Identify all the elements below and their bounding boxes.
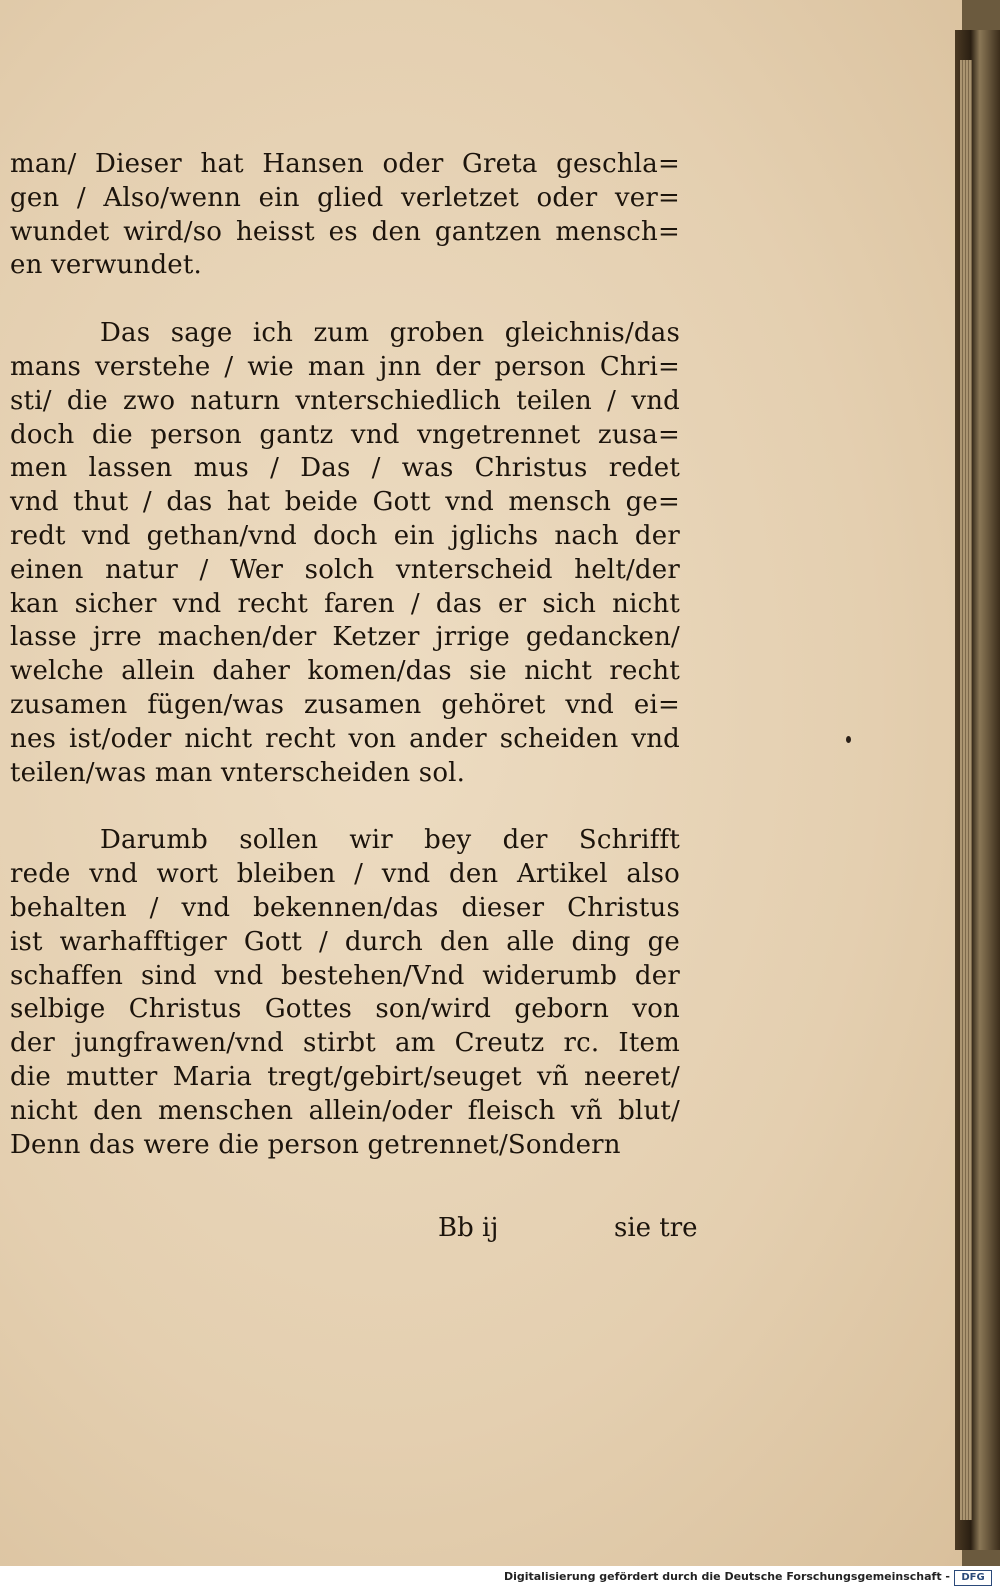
text-line: Denn das were die person getrennet/Sondern xyxy=(10,1129,621,1160)
text-line: zusamen fügen/was zusamen gehöret vnd ei= xyxy=(10,689,680,720)
paragraph-gap xyxy=(10,283,690,317)
text-line: wundet wird/so heisst es den gantzen mensch= xyxy=(10,216,680,247)
text-line: einen natur / Wer solch vnterscheid helt/der xyxy=(10,554,680,585)
text-line: lasse jrre machen/der Ketzer jrrige gedancken/ xyxy=(10,622,680,653)
text-line: men lassen mus / Das / was Christus redet xyxy=(10,453,680,484)
paragraph-gap xyxy=(10,790,690,824)
text-line: behalten / vnd bekennen/das dieser Christus xyxy=(10,892,680,923)
page-text xyxy=(10,148,690,1162)
text-line: mans verstehe / wie man jnn der person Chri= xyxy=(10,351,680,382)
signature-mark: Bb ij xyxy=(438,1213,499,1243)
text-line: welche allein daher komen/das sie nicht recht xyxy=(10,656,680,687)
text-line: doch die person gantz vnd vngetrennet zusa= xyxy=(10,419,680,450)
text-line: Das sage ich zum groben gleichnis/das xyxy=(100,318,680,349)
paragraph xyxy=(10,148,690,283)
footer-bar xyxy=(0,1566,1000,1589)
text-line: ist warhafftiger Gott / durch den alle ding ge xyxy=(10,926,680,957)
text-line: selbige Christus Gottes son/wird geborn von xyxy=(10,994,680,1025)
text-line: nes ist/oder nicht recht von ander scheiden vnd xyxy=(10,723,680,754)
text-line: sti/ die zwo naturn vnterschiedlich teilen / vnd xyxy=(10,385,680,416)
paragraph xyxy=(10,824,690,1162)
ink-spot xyxy=(846,736,851,743)
text-line: schaffen sind vnd bestehen/Vnd widerumb der xyxy=(10,960,680,991)
text-line: redt vnd gethan/vnd doch ein jglichs nach der xyxy=(10,520,680,551)
page-edges xyxy=(960,60,972,1520)
text-line: en verwundet. xyxy=(10,250,202,281)
catchword: sie tre xyxy=(614,1213,698,1243)
paragraph xyxy=(10,317,690,790)
text-line: kan sicher vnd recht faren / das er sich nicht xyxy=(10,588,680,619)
text-line: Darumb sollen wir bey der Schrifft xyxy=(100,825,680,856)
dfg-logo: DFG xyxy=(954,1570,992,1586)
funding-credit: Digitalisierung gefördert durch die Deutsche Forschungsgemeinschaft - xyxy=(503,1570,950,1583)
text-line: gen / Also/wenn ein glied verletzet oder ver= xyxy=(10,182,680,213)
text-line: der jungfrawen/vnd stirbt am Creutz rc. Item xyxy=(10,1028,680,1059)
text-line: rede vnd wort bleiben / vnd den Artikel also xyxy=(10,859,680,890)
text-line: nicht den menschen allein/oder fleisch vñ blut/ xyxy=(10,1095,680,1126)
text-line: vnd thut / das hat beide Gott vnd mensch ge= xyxy=(10,487,680,518)
text-line: teilen/was man vnterscheiden sol. xyxy=(10,757,466,788)
text-line: man/ Dieser hat Hansen oder Greta geschla= xyxy=(10,149,680,179)
text-line: die mutter Maria tregt/gebirt/seuget vñ neeret/ xyxy=(10,1061,680,1092)
